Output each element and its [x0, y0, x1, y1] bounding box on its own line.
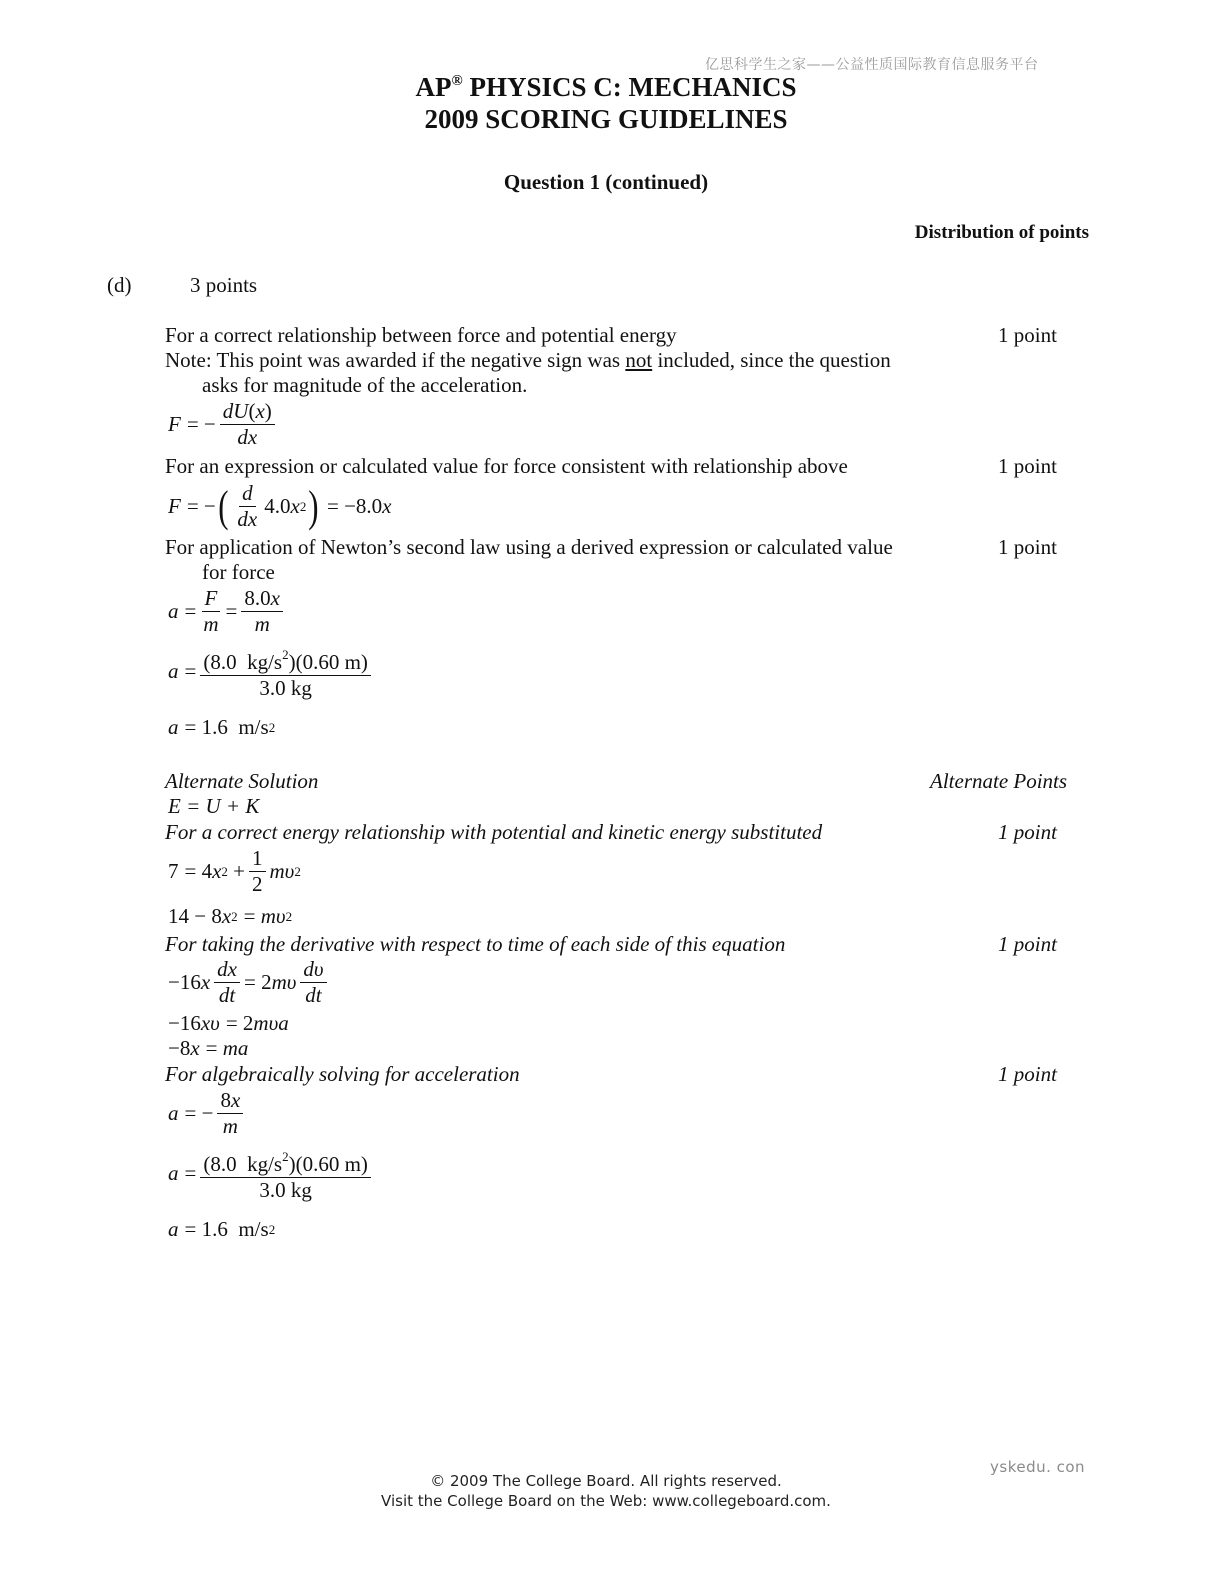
equation-newton: a = $\frac{F}{m}$ = $\frac{8.0x}{m}$	[168, 587, 287, 636]
criterion-3-line-1: For application of Newton’s second law using a derived expression or calculated value	[165, 535, 893, 559]
criterion-2: For an expression or calculated value for force consistent with relationship above	[165, 454, 848, 478]
equation-simplified: −8 x = ma	[168, 1036, 249, 1060]
distribution-heading: Distribution of points	[914, 222, 1089, 243]
page-title: AP® PHYSICS C: MECHANICS	[415, 72, 797, 102]
equation-velocity-form: −16 xυ = 2 mυa	[168, 1011, 289, 1035]
equation-energy-substituted: 7 = 4 x 2 + $\frac{1}{2}$ mυ 2	[168, 846, 301, 896]
alternate-criterion-3: For algebraically solving for acceleration	[165, 1062, 520, 1086]
footer-visit: Visit the College Board on the Web: www.collegeboard.com.	[381, 1492, 831, 1510]
alternate-criterion-3-points: 1 point	[998, 1062, 1057, 1086]
page-subtitle: 2009 SCORING GUIDELINES	[424, 104, 788, 134]
equation-force-value: F = − ( $\frac{d}{dx}$ 4.0 x 2 ) = −8.0 x	[168, 481, 392, 531]
equation-energy: E = U + K	[168, 794, 260, 818]
criterion-3-line-2: for force	[202, 560, 275, 584]
equation-time-derivative: −16 x $\frac{dx}{dt}$ = 2 mυ $\frac{d\upsilon}{dt}$	[168, 958, 331, 1007]
alternate-heading: Alternate Solution	[165, 769, 319, 793]
alternate-points-heading: Alternate Points	[930, 769, 1068, 793]
site-mark: yskedu. con	[990, 1458, 1086, 1476]
part-label: (d)	[107, 273, 132, 297]
equation-energy-rearranged: 14 − 8 x 2 = mυ 2	[168, 904, 293, 928]
alternate-criterion-1-points: 1 point	[998, 820, 1057, 844]
equation-acceleration-solved: a = − $\frac{8x}{m}$	[168, 1089, 247, 1138]
equation-force-potential: F = − $\frac{dU(x)}{dx}$	[168, 400, 279, 449]
equation-alt-substitution: a = $\frac{(8.0 kg/s^2)(0.60 m)}{3.0 kg}$	[168, 1145, 375, 1202]
note-line-1: Note: This point was awarded if the negative sign was not included, since the question	[165, 348, 891, 372]
criterion-1: For a correct relationship between force and potential energy	[165, 323, 677, 347]
watermark-text: 亿思科学生之家——公益性质国际教育信息服务平台	[705, 57, 1039, 73]
equation-result: a = 1.6 m/s 2	[168, 715, 276, 739]
criterion-3-points: 1 point	[998, 535, 1057, 559]
part-points: 3 points	[190, 273, 258, 297]
equation-alt-result: a = 1.6 m/s 2	[168, 1217, 276, 1241]
criterion-2-points: 1 point	[998, 454, 1057, 478]
criterion-1-points: 1 point	[998, 323, 1057, 347]
alternate-criterion-2-points: 1 point	[998, 932, 1057, 956]
alternate-criterion-1: For a correct energy relationship with potential and kinetic energy substituted	[165, 820, 823, 844]
question-heading: Question 1 (continued)	[503, 170, 709, 194]
note-line-2: asks for magnitude of the acceleration.	[202, 373, 528, 397]
alternate-criterion-2: For taking the derivative with respect to time of each side of this equation	[165, 932, 786, 956]
footer-copyright: © 2009 The College Board. All rights reserved.	[430, 1472, 782, 1490]
equation-substitution: a = $\frac{(8.0 kg/s^2)(0.60 m)}{3.0 kg}$	[168, 643, 375, 700]
